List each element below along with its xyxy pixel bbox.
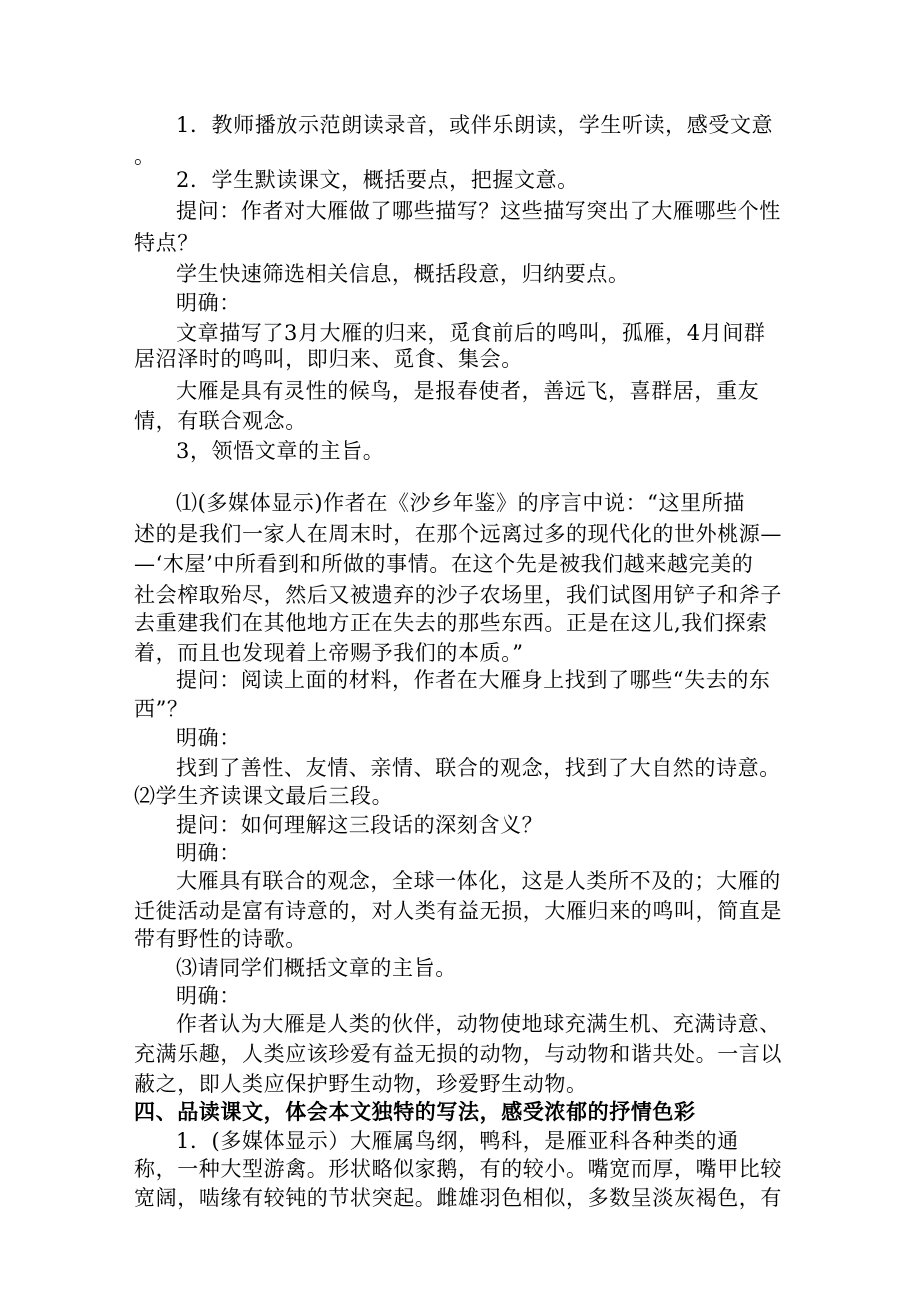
- text-line: 文章描写了3月大雁的归来，觅食前后的鸣叫，孤雁，4月间群: [176, 321, 766, 345]
- text-line: 找到了善性、友情、亲情、联合的观念，找到了大自然的诗意。: [176, 756, 781, 780]
- text-line: 1．教师播放示范朗读录音，或伴乐朗读，学生听读，感受文意: [176, 113, 774, 137]
- text-line: 迁徙活动是富有诗意的，对人类有益无损，大雁归来的鸣叫，简直是: [134, 899, 782, 923]
- text-line: 明确：: [176, 984, 241, 1008]
- text-line: 述的是我们一家人在周末时，在那个远离过多的现代化的世外桃源—: [134, 522, 782, 546]
- text-line: 明确：: [176, 291, 241, 315]
- text-line: 宽阔，啮缘有较钝的节状突起。雌雄羽色相似，多数呈淡灰褐色，有: [134, 1186, 782, 1210]
- text-line: 带有野性的诗歌。: [134, 927, 307, 951]
- section-heading: 四、品读课文，体会本文独特的写法，感受浓郁的抒情色彩: [134, 1100, 696, 1124]
- text-line: ⑴(多媒体显示)作者在《沙乡年鉴》的序言中说：“这里所描: [176, 491, 745, 515]
- text-line: 西”？: [134, 697, 189, 721]
- text-line: 着，而且也发现着上帝赐予我们的本质。”: [134, 641, 524, 665]
- text-line: 居沼泽时的鸣叫，即归来、觅食、集会。: [134, 347, 523, 371]
- text-line: 提问：作者对大雁做了哪些描写？这些描写突出了大雁哪些个性: [176, 199, 781, 223]
- text-line: 。: [134, 144, 156, 168]
- text-line: 学生快速筛选相关信息，概括段意，归纳要点。: [176, 262, 630, 286]
- text-line: ⑵学生齐读课文最后三段。: [134, 784, 394, 808]
- text-line: —‘木屋’中所看到和所做的事情。在这个先是被我们越来越完美的: [134, 552, 754, 576]
- text-line: 充满乐趣，人类应该珍爱有益无损的动物，与动物和谐共处。一言以: [134, 1042, 782, 1066]
- text-line: ⑶请同学们概括文章的主旨。: [176, 956, 457, 980]
- text-line: 特点？: [134, 231, 199, 255]
- text-line: 提问：如何理解这三段话的深刻含义？: [176, 813, 544, 837]
- text-line: 明确：: [176, 841, 241, 865]
- text-line: 大雁具有联合的观念，全球一体化，这是人类所不及的；大雁的: [176, 869, 781, 893]
- text-line: 提问：阅读上面的材料，作者在大雁身上找到了哪些“失去的东: [176, 668, 771, 692]
- text-line: 大雁是具有灵性的候鸟，是报春使者，善远飞，喜群居，重友: [176, 379, 760, 403]
- text-line: 作者认为大雁是人类的伙伴，动物使地球充满生机、充满诗意、: [176, 1012, 781, 1036]
- text-line: 社会榨取殆尽，然后又被遗弃的沙子农场里，我们试图用铲子和斧子: [134, 583, 782, 607]
- text-line: 情，有联合观念。: [134, 409, 307, 433]
- text-line: 1．(多媒体显示）大雁属鸟纲，鸭科，是雁亚科各种类的通: [176, 1129, 739, 1153]
- text-line: 3，领悟文章的主旨。: [176, 439, 385, 463]
- text-line: 称，一种大型游禽。形状略似家鹅，有的较小。嘴宽而厚，嘴甲比较: [134, 1157, 782, 1181]
- text-line: 蔽之，即人类应保护野生动物，珍爱野生动物。: [134, 1072, 588, 1096]
- text-line: 去重建我们在其他地方正在失去的那些东西。正是在这儿,我们探索: [134, 611, 768, 635]
- text-line: 明确：: [176, 726, 241, 750]
- text-line: 2．学生默读课文，概括要点，把握文意。: [176, 168, 579, 192]
